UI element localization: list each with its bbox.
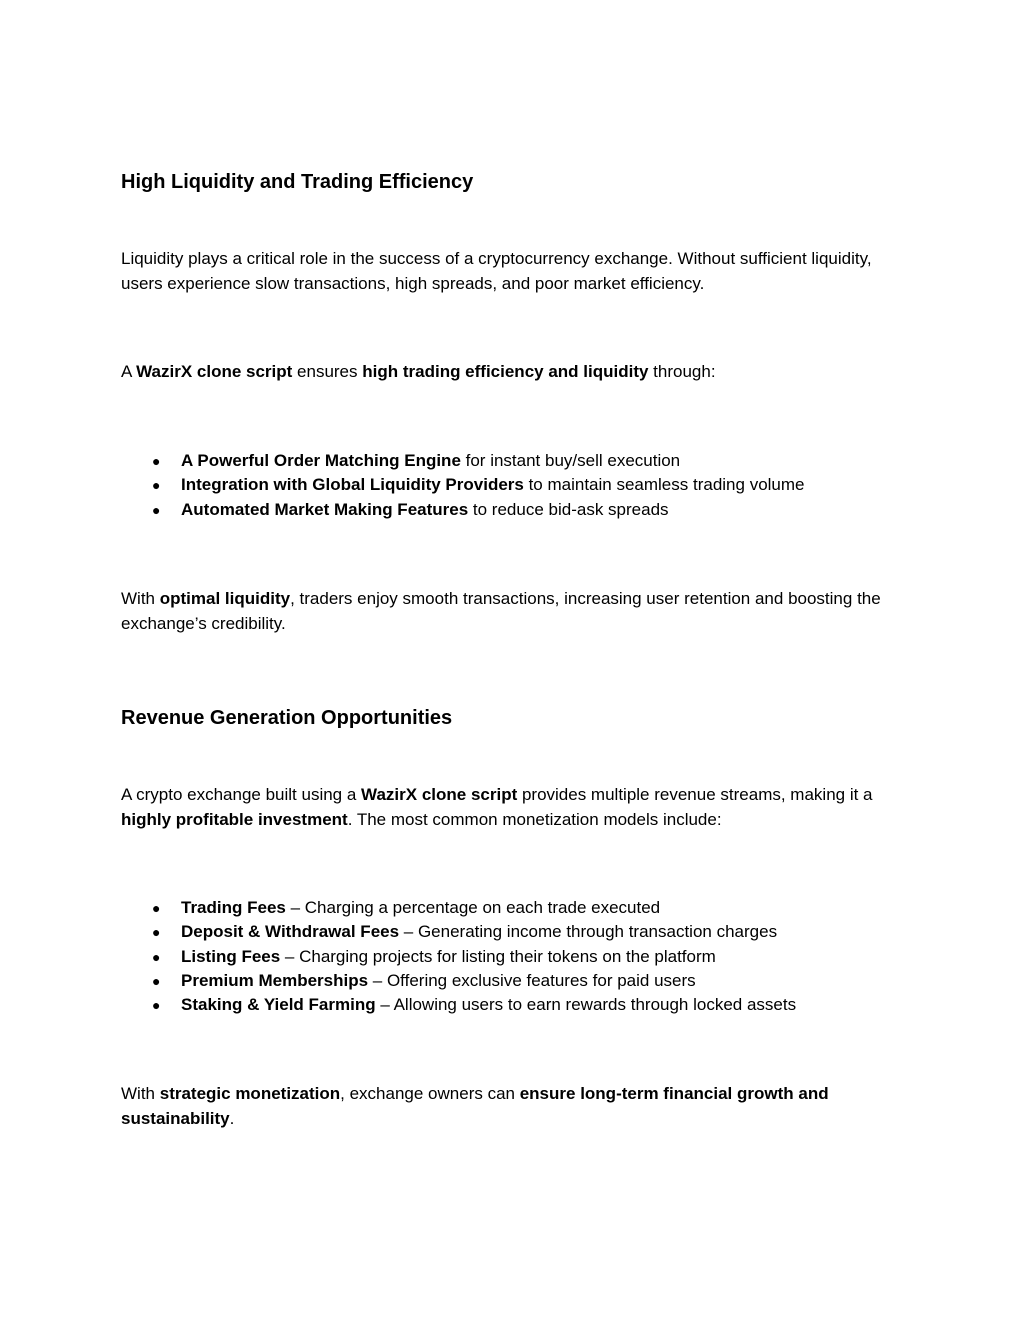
list-item: ● Deposit & Withdrawal Fees – Generating income through transaction charges: [121, 920, 901, 944]
revenue-intro-paragraph: A crypto exchange built using a WazirX clone script provides multiple revenue streams, making it a highly profitable investment. The most common monetization models include:: [121, 785, 873, 829]
list-item: ● Staking & Yield Farming – Allowing users to earn rewards through locked assets: [121, 993, 901, 1017]
bullet-icon: ●: [152, 972, 161, 989]
section-heading-liquidity: High Liquidity and Trading Efficiency: [121, 171, 474, 193]
bullet-icon: ●: [152, 477, 161, 494]
liquidity-intro-paragraph: Liquidity plays a critical role in the success of a cryptocurrency exchange. Without sufficient liquidity, users experience slow transactions, high spreads, and poor market efficiency.: [121, 249, 872, 293]
bullet-icon: ●: [152, 501, 161, 518]
list-item: ● Trading Fees – Charging a percentage on each trade executed: [121, 896, 901, 920]
section-heading-revenue: Revenue Generation Opportunities: [121, 707, 453, 729]
bullet-icon: ●: [152, 453, 161, 469]
bullet-icon: ●: [152, 924, 161, 941]
list-item: ● Listing Fees – Charging projects for listing their tokens on the platform: [121, 945, 901, 969]
list-item: ● Premium Memberships – Offering exclusive features for paid users: [121, 969, 901, 993]
list-item: ● A Powerful Order Matching Engine for instant buy/sell execution: [121, 449, 901, 473]
bullet-icon: ●: [152, 900, 161, 916]
revenue-model-list: [121, 896, 901, 1017]
revenue-closing-paragraph: With strategic monetization, exchange owners can ensure long-term financial growth and sustainability.: [121, 1084, 829, 1128]
bullet-icon: ●: [152, 997, 161, 1014]
list-item: ● Automated Market Making Features to reduce bid-ask spreads: [121, 498, 901, 522]
liquidity-lead-paragraph: A WazirX clone script ensures high trading efficiency and liquidity through:: [121, 362, 716, 381]
bullet-icon: ●: [152, 948, 161, 965]
list-item: ● Integration with Global Liquidity Providers to maintain seamless trading volume: [121, 473, 901, 497]
liquidity-feature-list: [121, 449, 901, 522]
liquidity-closing-paragraph: With optimal liquidity, traders enjoy smooth transactions, increasing user retention and boosting the exchange’s credibility.: [121, 589, 881, 633]
